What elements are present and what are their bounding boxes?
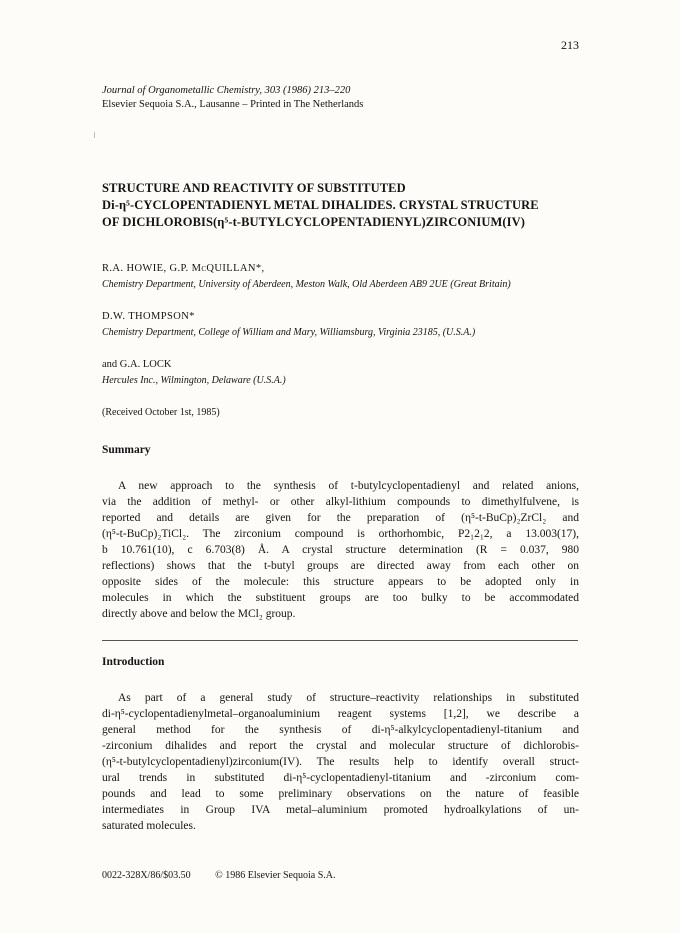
- title-line: Di-η⁵-CYCLOPENTADIENYL METAL DIHALIDES. CRYSTAL STRUCTURE: [102, 198, 539, 212]
- summary-line: b 10.761(10), c 6.703(8) Å. A crystal structure determination (R = 0.037, 980: [102, 544, 579, 556]
- summary-line: opposite sides of the molecule: this structure appears to be adopted only in: [102, 576, 579, 588]
- summary-line: A new approach to the synthesis of t-butylcyclopentadienyl and related anions,: [118, 480, 579, 492]
- journal-citation: [102, 84, 363, 112]
- intro-line: general method for the synthesis of di-η⁵-alkylcyclopentadienyl-titanium and: [102, 724, 579, 736]
- author-names: and G.A. LOCK: [102, 359, 172, 370]
- author-group-1: [102, 263, 511, 290]
- intro-line: ural trends in substituted di-η⁵-cyclopentadienyl-titanium and -zirconium com-: [102, 772, 579, 784]
- intro-line: di-η⁵-cyclopentadienylmetal–organoaluminium reagent systems [1,2], we describe a: [102, 708, 579, 720]
- issn-price-code: 0022-328X/86/$03.50: [102, 870, 191, 881]
- copyright-notice: © 1986 Elsevier Sequoia S.A.: [215, 870, 336, 881]
- summary-line: directly above and below the MCl₂ group.: [102, 608, 296, 620]
- author-names: D.W. THOMPSON*: [102, 311, 195, 322]
- summary-paragraph: [102, 478, 579, 622]
- author-names: R.A. HOWIE, G.P. McQUILLAN*,: [102, 263, 265, 274]
- summary-line: via the addition of methyl- or other alkyl-lithium compounds to dimethylfulvene, is: [102, 496, 579, 508]
- author-affiliation: Chemistry Department, University of Aberdeen, Meston Walk, Old Aberdeen AB9 2UE (Great Britain): [102, 279, 511, 290]
- title-line: STRUCTURE AND REACTIVITY OF SUBSTITUTED: [102, 181, 406, 195]
- received-date: (Received October 1st, 1985): [102, 407, 220, 418]
- journal-reference: Journal of Organometallic Chemistry, 303 (1986) 213–220: [102, 85, 351, 96]
- intro-line: intermediates in Group IVA metal–aluminium promoted hydroalkylations of un-: [102, 804, 579, 816]
- author-group-2: [102, 311, 475, 338]
- summary-line: (η⁵-t-BuCp)₂TiCl₂. The zirconium compound is orthorhombic, P2₁2₁2, a 13.003(17),: [102, 528, 579, 540]
- section-divider: [102, 640, 578, 641]
- intro-line: pounds and lead to some preliminary observations on the nature of feasible: [102, 788, 579, 800]
- margin-mark: [94, 132, 95, 138]
- author-affiliation: Hercules Inc., Wilmington, Delaware (U.S.A.): [102, 375, 286, 386]
- article-title: [102, 180, 592, 231]
- summary-line: reported and details are given for the preparation of (η⁵-t-BuCp)₂ZrCl₂ and: [102, 512, 579, 524]
- intro-line: saturated molecules.: [102, 820, 196, 832]
- page-footer: [102, 870, 357, 881]
- summary-line: molecules in which the substituent groups are too bulky to be accommodated: [102, 592, 579, 604]
- introduction-paragraph: [102, 690, 579, 834]
- author-group-3: [102, 359, 286, 386]
- page-number: 213: [561, 38, 579, 52]
- title-line: OF DICHLOROBIS(η⁵-t-BUTYLCYCLOPENTADIENYL)ZIRCONIUM(IV): [102, 215, 525, 229]
- introduction-heading: Introduction: [102, 656, 165, 668]
- summary-line: reflections) shows that the t-butyl groups are directed away from each other on: [102, 560, 579, 572]
- publisher-line: Elsevier Sequoia S.A., Lausanne – Printed in The Netherlands: [102, 99, 364, 110]
- intro-line: (η⁵-t-butylcyclopentadienyl)zirconium(IV). The results help to identify overall struct-: [102, 756, 579, 768]
- summary-heading: Summary: [102, 444, 151, 456]
- intro-line: As part of a general study of structure–reactivity relationships in substituted: [118, 692, 579, 704]
- intro-line: -zirconium dihalides and report the crystal and molecular structure of dichlorobis-: [102, 740, 579, 752]
- author-affiliation: Chemistry Department, College of William and Mary, Williamsburg, Virginia 23185, (U.S.A.): [102, 327, 476, 338]
